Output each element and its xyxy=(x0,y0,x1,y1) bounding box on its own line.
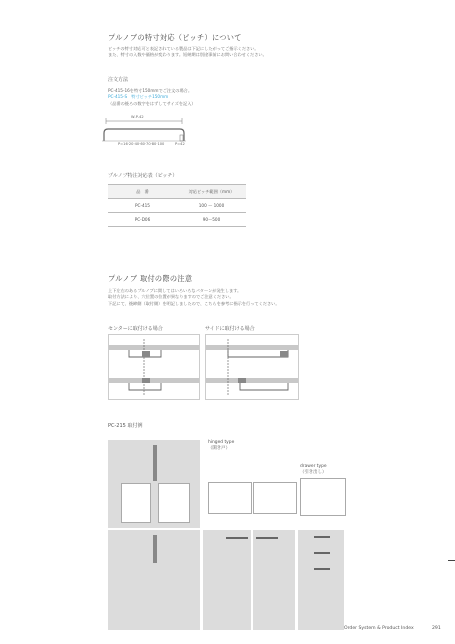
table-header-row xyxy=(108,185,246,199)
section-title-mounting: プルノブ 取付の際の注意 xyxy=(108,274,193,283)
drawer-label-line-2: （引き出し） xyxy=(300,470,327,475)
hinged-door-right xyxy=(253,530,295,630)
drawer-label-line-1: drawer type xyxy=(300,464,327,469)
detail-box-hinged-2 xyxy=(253,482,297,514)
mounting-line-2: 取付方法により、穴位置の位置が異なりますのでご注意ください。 xyxy=(108,294,234,300)
order-method-title: 注文方法 xyxy=(108,77,129,83)
intro-line-1: ピッチの特寸対応可と表記されている製品は下記にしたがってご指示ください。 xyxy=(108,46,259,51)
pitch-scale-label: P=16·20·40·60·70·80·100 xyxy=(118,142,165,146)
hinged-label xyxy=(208,440,234,452)
handle-drawer-2 xyxy=(314,552,330,554)
mounting-notes xyxy=(108,288,280,307)
handle-drawer-1 xyxy=(314,536,330,538)
side-mount-diagram xyxy=(205,334,299,400)
table-row xyxy=(108,199,246,213)
drawer-cabinet xyxy=(298,530,344,630)
pitch-suffix-label: P=42 xyxy=(175,142,185,146)
handle-dimension-drawing xyxy=(100,115,190,155)
order-line-2: PC-415-S 特寸ピッチ150mm xyxy=(108,94,169,100)
side-mount-label: サイドに取付ける場合 xyxy=(205,326,255,332)
spec-table-title: プルノブ特注対応表（ピッチ） xyxy=(108,173,178,179)
header-product: 品 番 xyxy=(108,185,177,199)
mounting-line-1: 上下左右のあるプルノブに関してはいろいろなパターンが発生します。 xyxy=(108,288,242,293)
handle-lower xyxy=(153,535,157,563)
center-mount-label: センターに取付ける場合 xyxy=(108,326,163,332)
detail-box-left-2 xyxy=(158,483,190,523)
handle-hinged-left xyxy=(226,537,248,539)
handle-upper xyxy=(153,445,157,481)
cell-range: 100 〜 1000 xyxy=(177,199,246,213)
header-range: 対応ピッチ範囲（mm） xyxy=(177,185,246,199)
hinged-label-line-2: （開き戸） xyxy=(208,446,230,451)
order-line-1: PC-415-16を特寸150mmでご注文の場合。 xyxy=(108,88,193,93)
cell-product: PC-D06 xyxy=(108,213,177,227)
detail-box-drawer xyxy=(300,478,346,516)
intro-line-2: また、特寸の入数や価格が変わります。短納期は別途事前にお問い合わせください。 xyxy=(108,52,267,58)
hinged-label-line-1: hinged type xyxy=(208,440,235,445)
order-line-3: （品番の後ろの数字をはずしてサイズを記入） xyxy=(108,100,196,106)
drawer-label xyxy=(300,464,327,476)
center-mount-diagram xyxy=(108,334,200,400)
cell-range: 90〜500 xyxy=(177,213,246,227)
example-title: PC-215 取付例 xyxy=(108,423,143,429)
detail-box-hinged-1 xyxy=(208,482,252,514)
section-title-pitch: プルノブの特寸対応（ピッチ）について xyxy=(108,33,242,42)
handle-drawer-3 xyxy=(314,568,330,570)
detail-box-left-1 xyxy=(121,483,151,523)
intro-text xyxy=(108,46,267,59)
table-row xyxy=(108,213,246,227)
mounting-line-3: 下記にて、後締側（取付側）を明記しましたので、こちらを参考に指示を行ってください。 xyxy=(108,300,280,306)
pitch-label: W-P-42 xyxy=(131,115,144,119)
page-number: 291 xyxy=(432,626,441,631)
hinged-door-left xyxy=(203,530,251,630)
pitch-spec-table xyxy=(108,184,246,227)
handle-hinged-right xyxy=(256,537,278,539)
side-index-mark xyxy=(448,560,455,561)
order-method-text xyxy=(108,88,196,107)
cell-product: PC-415 xyxy=(108,199,177,213)
footer-label: Order System & Product Index xyxy=(344,626,414,631)
